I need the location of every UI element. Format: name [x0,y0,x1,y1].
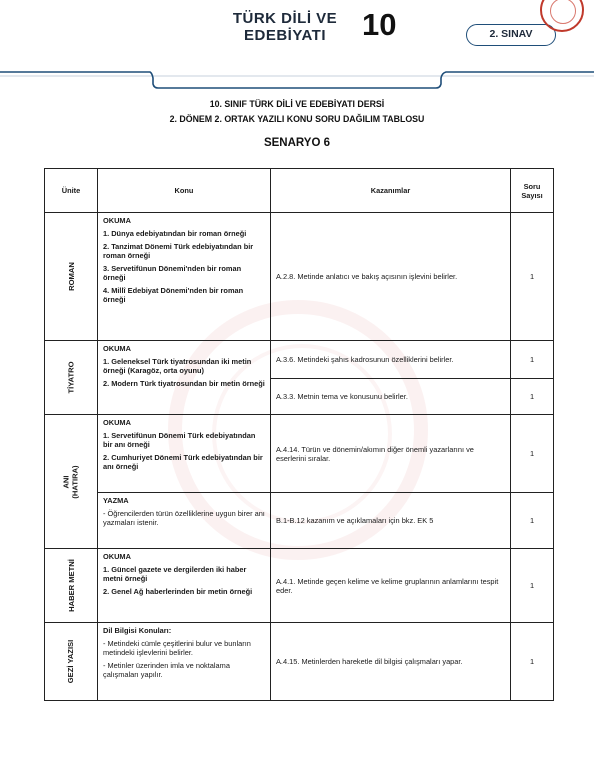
unit-label: HABER METNİ [66,559,76,612]
unit-cell-haber [45,549,98,623]
konu-item: 3. Servetifünun Dönemi'nden bir roman örneği [103,264,242,282]
header-kazanimlar: Kazanımlar [271,169,511,213]
unit-cell-ani [45,415,98,549]
kazanim-cell: A.4.15. Metinlerden hareketle dil bilgisi çalışmaları yapar. [271,623,511,701]
konu-item: 1. Servetifünun Dönemi Türk edebiyatından bir anı örneği [103,431,256,449]
kazanim-cell: A.2.8. Metinde anlatıcı ve bakış açısının işlevini belirler. [271,213,511,341]
table-header-row [45,169,554,213]
kazanim-cell: A.4.1. Metinde geçen kelime ve kelime gruplarının anlamlarını tespit eder. [271,549,511,623]
kazanim-cell: A.3.3. Metnin tema ve konusunu belirler. [271,379,511,415]
konu-heading: OKUMA [103,216,131,225]
konu-cell [98,549,271,623]
table-row [45,623,554,701]
konu-item: 2. Cumhuriyet Dönemi Türk edebiyatından bir anı örneği [103,453,263,471]
konu-heading: Dil Bilgisi Konuları: [103,626,172,635]
header-soru-line1: Soru [523,181,541,191]
konu-item: 1. Dünya edebiyatından bir roman örneği [103,229,247,238]
konu-item: 1. Güncel gazete ve dergilerden iki haber metni örneği [103,565,247,583]
unit-label: TİYATRO [66,361,76,394]
table-row [45,493,554,549]
table-row [45,415,554,493]
konu-note: - Metinler üzerinden imla ve noktalama çalışmaları yapılır. [103,661,230,679]
unit-cell-gezi [45,623,98,701]
konu-heading: OKUMA [103,552,131,561]
distribution-table [44,168,554,701]
konu-cell [98,623,271,701]
subject-title [218,10,352,44]
konu-heading: YAZMA [103,496,129,505]
grade-number: 10 [362,7,397,42]
konu-item: 2. Tanzimat Dönemi Türk edebiyatından bir roman örneği [103,242,254,260]
konu-item: 1. Geleneksel Türk tiyatrosundan iki metin örneği (Karagöz, orta oyunu) [103,357,252,375]
konu-heading: OKUMA [103,418,131,427]
konu-cell [98,493,271,549]
table-row [45,341,554,379]
soru-cell: 1 [511,549,554,623]
soru-cell: 1 [511,213,554,341]
table-row [45,213,554,341]
soru-cell: 1 [511,415,554,493]
table-row [45,549,554,623]
document-title: 10. SINIF TÜRK DİLİ VE EDEBİYATI DERSİ [209,99,385,109]
konu-note: - Öğrencilerden türün özelliklerine uygun birer anı yazmaları istenir. [103,509,265,527]
konu-cell [98,415,271,493]
kazanim-cell: A.3.6. Metindeki şahıs kadrosunun özelliklerini belirler. [271,341,511,379]
kazanim-cell: B.1-B.12 kazanım ve açıklamaları için bkz. EK 5 [271,493,511,549]
soru-cell: 1 [511,379,554,415]
konu-note: - Metindeki cümle çeşitlerini bulur ve bunların metindeki işlevlerini belirler. [103,639,251,657]
soru-cell: 1 [511,623,554,701]
scenario-title: SENARYO 6 [263,137,331,149]
exam-badge: 2. SINAV [466,24,556,46]
unit-label: ANI (HATIRA) [62,464,80,499]
unit-label: ROMAN [66,262,76,291]
soru-cell: 1 [511,341,554,379]
header-konu: Konu [98,169,271,213]
document-subtitle: 2. DÖNEM 2. ORTAK YAZILI KONU SORU DAĞILIM TABLOSU [169,114,425,124]
kazanim-cell: A.4.14. Türün ve dönemin/akımın diğer önemli yazarlarını ve eserlerini sıralar. [271,415,511,493]
soru-cell: 1 [511,493,554,549]
konu-cell [98,341,271,415]
konu-item: 2. Genel Ağ haberlerinden bir metin örneği [103,587,253,596]
unit-cell-roman [45,213,98,341]
subject-title-line2: EDEBİYATI [243,27,327,44]
header-soru-sayisi [511,169,554,213]
konu-item: 4. Millî Edebiyat Dönemi'nden bir roman örneği [103,286,244,304]
header-unite: Ünite [45,169,98,213]
konu-cell [98,213,271,341]
unit-cell-tiyatro [45,341,98,415]
subject-title-line1: TÜRK DİLİ VE [232,10,338,27]
konu-item: 2. Modern Türk tiyatrosundan bir metin örneği [103,379,265,388]
header-soru-line2: Sayısı [521,190,543,200]
konu-heading: OKUMA [103,344,131,353]
unit-label: GEZİ YAZISI [66,639,76,684]
